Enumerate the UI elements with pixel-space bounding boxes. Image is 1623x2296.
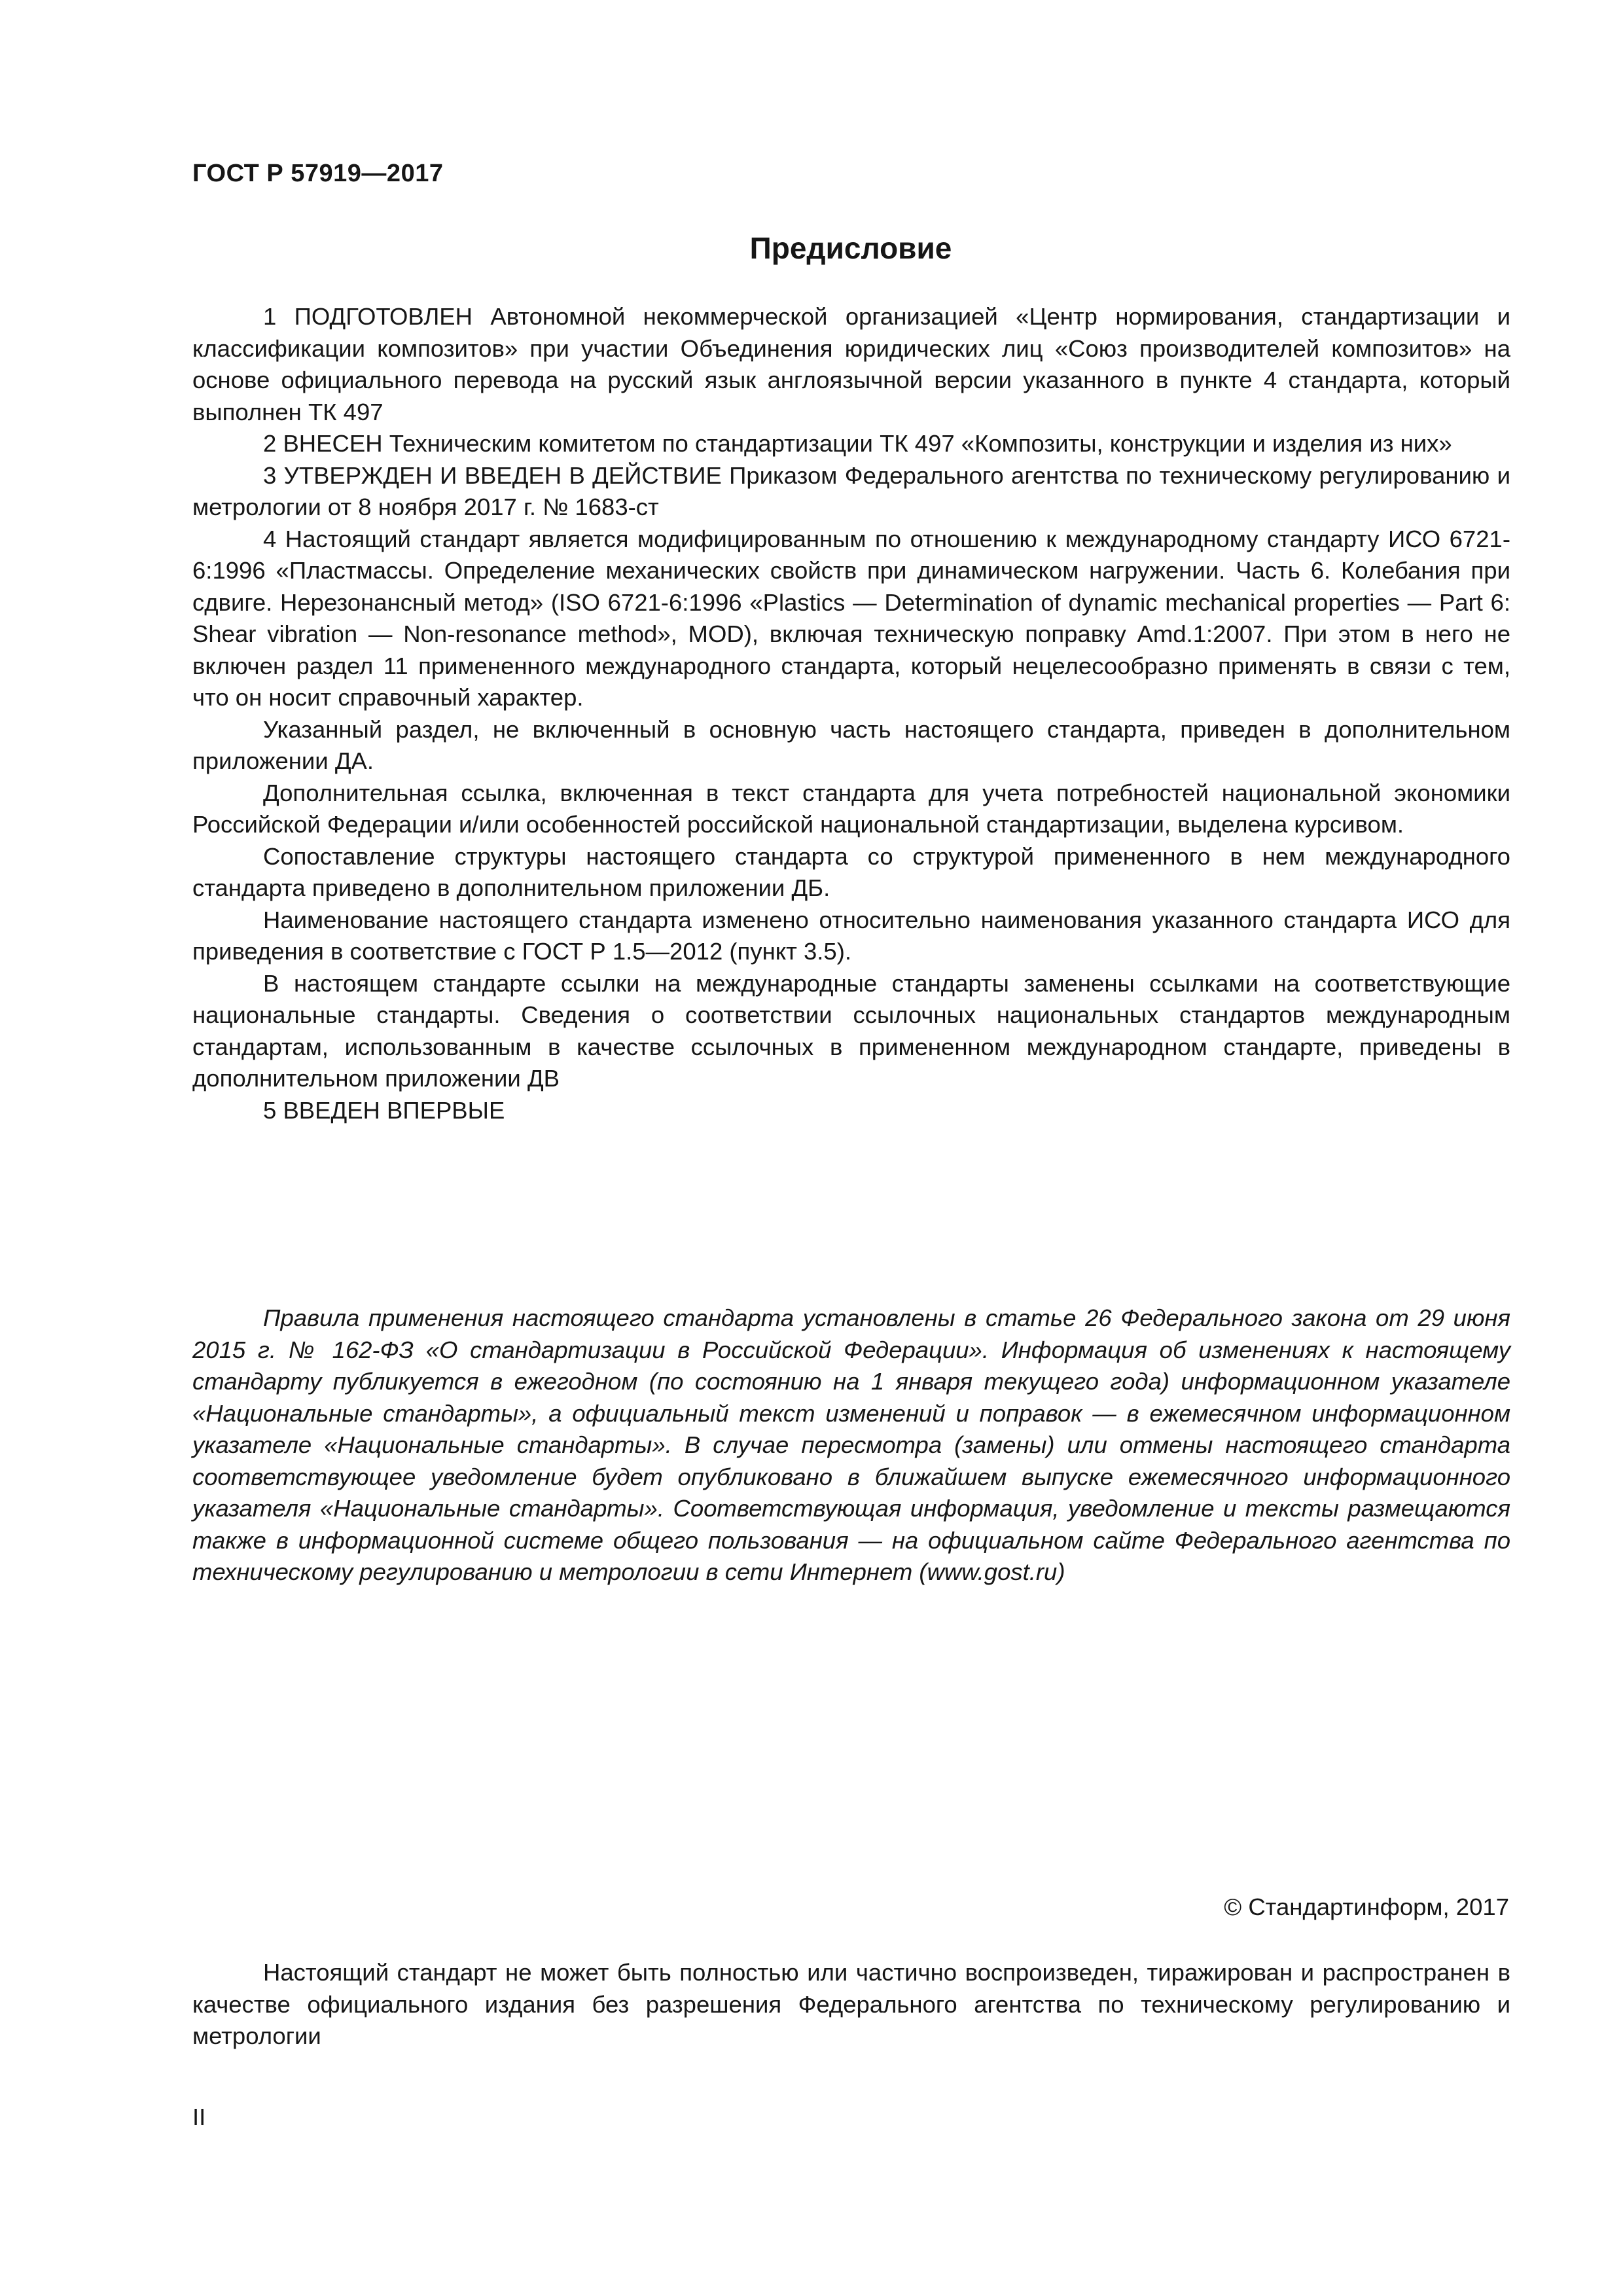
application-rules-section bbox=[192, 1302, 1510, 1588]
reproduction-notice-section bbox=[192, 1957, 1510, 2053]
preface-item-1: 1 ПОДГОТОВЛЕН Автономной некоммерческой организацией «Центр нормирования, стандартизации и классификации композитов» при участии Объединения юридических лиц «Союз производителей композитов» на основе официального перевода на русский язык англоязычной версии указанного в пункте 4 стандарта, который выполнен ТК 497 bbox=[192, 303, 1510, 425]
preface-section bbox=[192, 301, 1510, 1126]
preface-item-4-section-note: Указанный раздел, не включенный в основную часть настоящего стандарта, приведен в дополнительном приложении ДА. bbox=[192, 715, 1510, 774]
preface-item-4-references-note: В настоящем стандарте ссылки на международные стандарты заменены ссылками на соответствующие национальные стандарты. Сведения о соответствии ссылочных национальных стандартов международным стандартам, использованным в качестве ссылочных в примененном международном стандарте, приведены в дополнительном приложении ДВ bbox=[192, 969, 1510, 1092]
preface-item-4-structure-note: Сопоставление структуры настоящего стандарта со структурой примененного в нем международного стандарта приведено в дополнительном приложении ДБ. bbox=[192, 842, 1510, 901]
preface-item-2: 2 ВНЕСЕН Техническим комитетом по стандартизации ТК 497 «Композиты, конструкции и изделия из них» bbox=[263, 430, 1452, 457]
copyright-line: © Стандартинформ, 2017 bbox=[1224, 1893, 1509, 1920]
application-rules-paragraph: Правила применения настоящего стандарта установлены в статье 26 Федерального закона от 29 июня 2015 г. № 162-ФЗ «О стандартизации в Российской Федерации». Информация об изменениях к настоящему стандарту публикуется в ежегодном (по состоянию на 1 января текущего года) информационном указателе «Национальные стандарты», а официальный текст изменений и поправок — в ежемесячном информационном указателе «Национальные стандарты». В случае пересмотра (замены) или отмены настоящего стандарта соответствующее уведомление будет опубликовано в ближайшем выпуске ежемесячного информационного указателя «Национальные стандарты». Соответствующая информация, уведомление и тексты размещаются также в информационной системе общего пользования — на официальном сайте Федерального агентства по техническому регулированию и метрологии в сети Интернет (www.gost.ru) bbox=[192, 1304, 1510, 1585]
reproduction-notice: Настоящий стандарт не может быть полностью или частично воспроизведен, тиражирован и распространен в качестве официального издания без разрешения Федерального агентства по техническому регулированию и метрологии bbox=[192, 1959, 1510, 2049]
page-title: Предисловие bbox=[749, 231, 952, 265]
preface-item-3: 3 УТВЕРЖДЕН И ВВЕДЕН В ДЕЙСТВИЕ Приказом Федерального агентства по техническому регулированию и метрологии от 8 ноября 2017 г. № 1683-ст bbox=[192, 461, 1510, 520]
page-number: II bbox=[192, 2104, 206, 2130]
preface-item-4: 4 Настоящий стандарт является модифицированным по отношению к международному стандарту ИСО 6721-6:1996 «Пластмассы. Определение механических свойств при динамическом нагружении. Часть 6. Колебания при сдвиге. Нерезонансный метод» (ISO 6721-6:1996 «Plastics — Determination of dynamic mechanical properties — Part 6: Shear vibration — Non-resonance method», MOD), включая техническую поправку Amd.1:2007. При этом в него не включен раздел 11 примененного международного стандарта, который нецелесообразно применять в связи с тем, что он носит справочный характер. bbox=[192, 525, 1510, 711]
document-code: ГОСТ Р 57919—2017 bbox=[192, 160, 444, 187]
preface-item-4-italic-note: Дополнительная ссылка, включенная в текст стандарта для учета потребностей национальной экономики Российской Федерации и/или особенностей российской национальной стандартизации, выделена курсивом. bbox=[192, 779, 1510, 838]
preface-item-4-title-note: Наименование настоящего стандарта изменено относительно наименования указанного стандарта ИСО для приведения в соответствие с ГОСТ Р 1.5—2012 (пункт 3.5). bbox=[192, 906, 1510, 965]
preface-item-5: 5 ВВЕДЕН ВПЕРВЫЕ bbox=[263, 1096, 505, 1124]
